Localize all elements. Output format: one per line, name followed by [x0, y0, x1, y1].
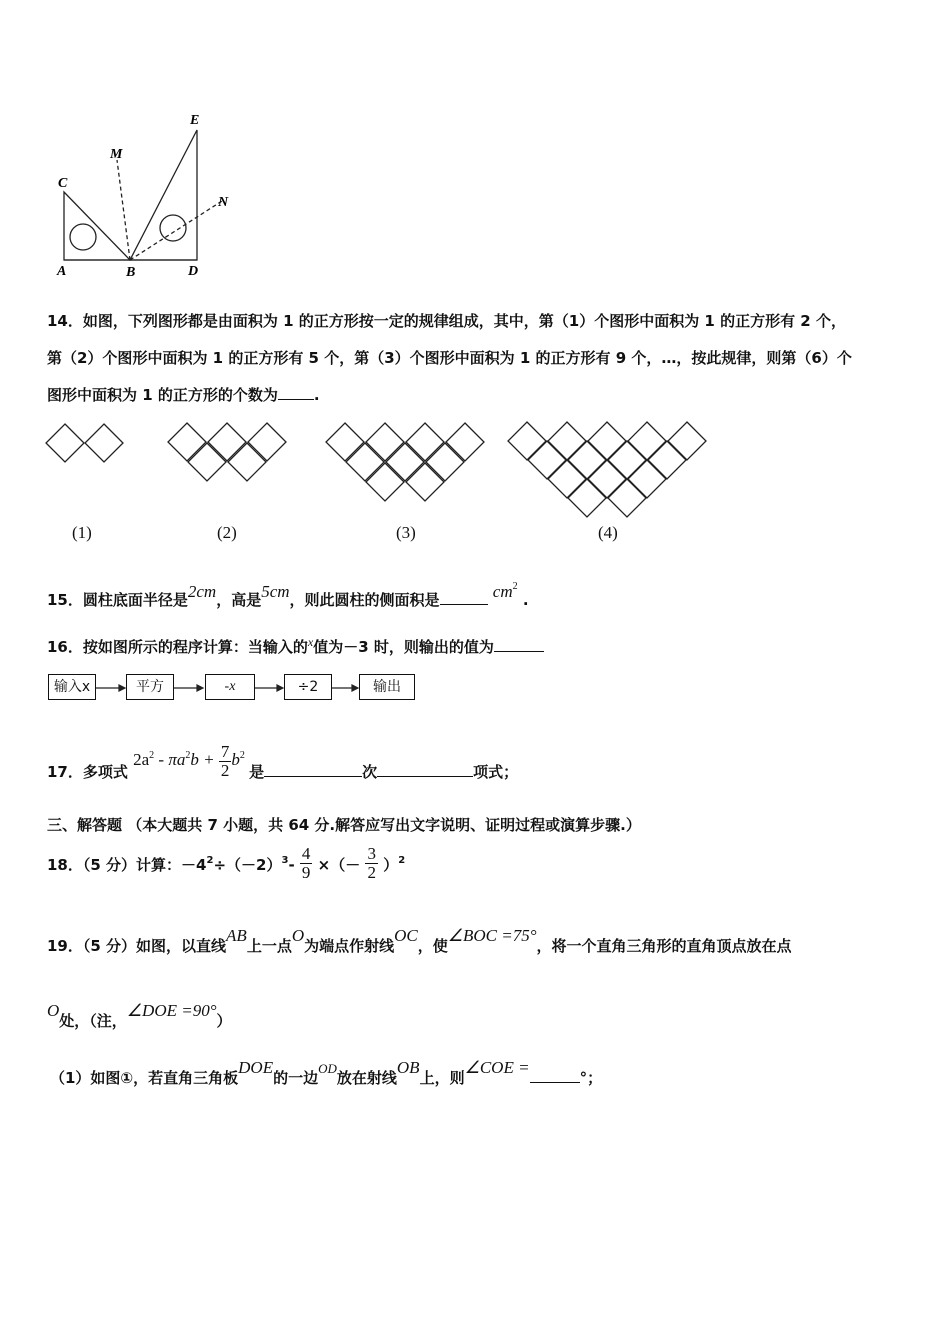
q17: 17．多项式 $2a^2 - \pi a^2b$ + $\frac{7}{2}$ $b^2$ 是 次 项式； [47, 741, 519, 781]
answer-blank-terms[interactable] [377, 762, 473, 777]
q14-line2: 第（2）个图形中面积为 1 的正方形有 5 个，第（3）个图形中面积为 1 的正方形有 9 个，…，按此规律，则第（6）个 [47, 349, 852, 367]
caption-2: (2) [217, 523, 237, 542]
flow-divide-box: ÷2 [284, 674, 332, 700]
q14-line1: 14．如图，下列图形都是由面积为 1 的正方形按一定的规律组成，其中，第（1）个图形中面积为 1 的正方形有 2 个， [47, 312, 846, 330]
q19-line2: O处，（注，∠DOE =90°） [47, 1001, 232, 1030]
answer-blank[interactable] [278, 385, 314, 400]
caption-4: (4) [598, 523, 618, 542]
label-A: A [57, 264, 67, 279]
caption-3: (3) [396, 523, 416, 542]
q19-sub1: （1）如图①，若直角三角板DOE的一边OD放在射线OB上，则∠COE =°； [50, 1058, 603, 1087]
q18: 18．（5 分）计算：$-4^2\div(-2)^3-$ $\frac{4}{9}$ ×（－ $\frac{3}{2}$ ）$^2$ [47, 844, 406, 882]
label-E: E [190, 113, 200, 128]
fraction-4-9: $\frac{4}{9}$ [301, 844, 311, 882]
q14-line3: 图形中面积为 1 的正方形的个数为 . [47, 386, 320, 404]
flow-square-box: 平方 [126, 674, 174, 700]
pattern-figure-4 [507, 420, 709, 522]
fraction-3-2: $\frac{3}{2}$ [367, 844, 376, 882]
pattern-figure-2 [167, 420, 289, 488]
q16: 16．按如图所示的程序计算：当输入的$^x$值为－3 时，则输出的值为 [47, 637, 544, 658]
flow-minus-x-box: -x [205, 674, 255, 700]
label-C: C [58, 176, 68, 191]
fraction-7-2: $\frac{7}{2}$ [220, 741, 230, 780]
flow-arrows [95, 678, 365, 698]
label-N: N [218, 195, 229, 210]
label-M: M [110, 147, 123, 162]
answer-blank[interactable] [494, 637, 544, 652]
pattern-figure-3 [325, 420, 487, 505]
flow-output-box: 输出 [359, 674, 415, 700]
answer-blank[interactable] [530, 1068, 580, 1083]
pattern-figure-1 [45, 420, 129, 470]
answer-blank[interactable] [440, 590, 488, 605]
flow-input-box: 输入x [48, 674, 96, 700]
q15: 15．圆柱底面半径是2cm，高是5cm，则此圆柱的侧面积是 $cm^2$ . [47, 581, 529, 609]
q19-line1: 19．（5 分）如图，以直线AB上一点O为端点作射线OC，使∠BOC =75°，将一个直角三角形的直角顶点放在点 [47, 926, 792, 955]
section-3-heading: 三、解答题 （本大题共 7 小题，共 64 分.解答应写出文字说明、证明过程或演算步骤.） [47, 816, 641, 834]
caption-1: (1) [72, 523, 92, 542]
label-D: D [188, 264, 199, 279]
polynomial: $2a^2 - \pi a^2b$ + $\frac{7}{2}$ $b^2$ [133, 741, 245, 780]
angle-figure [50, 108, 250, 283]
label-B: B [126, 265, 136, 280]
answer-blank-degree[interactable] [264, 762, 362, 777]
